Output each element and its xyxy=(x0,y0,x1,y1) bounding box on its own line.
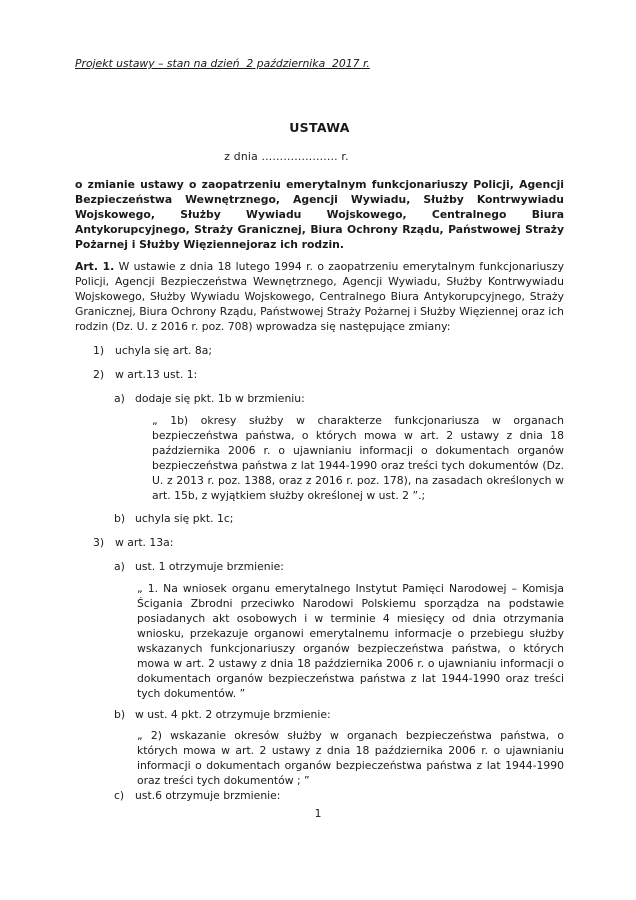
quoted-provision-pkt-2: „ 2) wskazanie okresów służby w organach bezpieczeństwa państwa, o których mowa w art. 2 ustawy z dnia 18 października 2006 r. o ujawnianiu informacji o dokumentach organów bezpieczeństwa państwa z lat 1944-1990 oraz treści tych dokumentów ; ” xyxy=(137,729,564,787)
amendment-item-2a xyxy=(114,391,564,406)
amendment-item-3c xyxy=(114,788,564,803)
item-1-marker: 1) xyxy=(93,344,105,357)
article-1-text: W ustawie z dnia 18 lutego 1994 r. o zaopatrzeniu emerytalnym funkcjonariuszy Policji, Agencji Bezpieczeństwa Wewnętrznego, Agencji Wywiadu, Służby Kontrwywiadu Wojskowego, Służby Wywiadu Wojskowego, Centralnego Biura Antykorupcyjnego, Straży Granicznej, Biura Ochrony Rządu, Państwowej Straży Pożarnej i Służby Więziennej oraz ich rodzin (Dz. U. z 2016 r. poz. 708) wprowadza się następujące zmiany: xyxy=(75,260,564,333)
quoted-provision-pkt-1b: „ 1b) okresy służby w charakterze funkcjonariusza w organach bezpieczeństwa państwa, o których mowa w art. 2 ustawy z dnia 18 października 2006 r. o ujawnianiu informacji o dokumentach organów bezpieczeństwa państwa z lat 1944-1990 oraz treści tych dokumentów (Dz. U. z 2013 r. poz. 1388, oraz z 2016 r. poz. 178), na zasadach określonych w art. 15b, z wyjątkiem służby określonej w ust. 2 ”.; xyxy=(152,414,564,502)
page-number: 1 xyxy=(314,807,322,820)
item-3c-marker: c) xyxy=(114,789,125,802)
item-3a-text: ust. 1 otrzymuje brzmienie: xyxy=(135,560,284,573)
amendment-item-1 xyxy=(93,343,564,358)
header-note: Projekt ustawy – stan na dzień 2 października 2017 r. xyxy=(75,57,370,70)
amendment-item-3b xyxy=(114,707,564,722)
document-title: USTAWA xyxy=(289,120,350,135)
article-1-paragraph xyxy=(75,259,564,334)
quoted-provision-ust-1: „ 1. Na wniosek organu emerytalnego Instytut Pamięci Narodowej – Komisja Ścigania Zbrodni przeciwko Narodowi Polskiemu sporządza na podstawie posiadanych akt osobowych i w terminie 4 miesięcy od dnia otrzymania wniosku, przekazuje organowi emerytalnemu informacje o przebiegu służby wskazanych funkcjonariuszy organów bezpieczeństwa państwa, o których mowa w art. 2 ustawy z dnia 18 października 2006 r. o ujawnianiu informacji o dokumentach organów bezpieczeństwa państwa z lat 1944-1990 oraz treści tych dokumentów. ” xyxy=(137,582,564,700)
article-1-label: Art. 1. xyxy=(75,260,115,273)
item-2a-text: dodaje się pkt. 1b w brzmieniu: xyxy=(135,392,305,405)
amendment-item-2 xyxy=(93,367,564,382)
item-2b-text: uchyla się pkt. 1c; xyxy=(135,512,234,525)
item-2-marker: 2) xyxy=(93,368,105,381)
item-3b-text: w ust. 4 pkt. 2 otrzymuje brzmienie: xyxy=(135,708,331,721)
amendment-item-2b xyxy=(114,511,564,526)
item-3-text: w art. 13a: xyxy=(115,536,174,549)
item-2a-marker: a) xyxy=(114,392,125,405)
date-line: z dnia ..................... r. xyxy=(224,150,349,163)
amendment-item-3a xyxy=(114,559,564,574)
item-3-marker: 3) xyxy=(93,536,105,549)
item-1-text: uchyla się art. 8a; xyxy=(115,344,213,357)
item-2-text: w art.13 ust. 1: xyxy=(115,368,198,381)
item-3a-marker: a) xyxy=(114,560,125,573)
amendment-item-3 xyxy=(93,535,564,550)
item-2b-marker: b) xyxy=(114,512,126,525)
item-3c-text: ust.6 otrzymuje brzmienie: xyxy=(135,789,281,802)
subject-clause: o zmianie ustawy o zaopatrzeniu emerytalnym funkcjonariuszy Policji, Agencji Bezpieczeństwa Wewnętrznego, Agencji Wywiadu, Służby Kontrwywiadu Wojskowego, Służby Wywiadu Wojskowego, Centralnego Biura Antykorupcyjnego, Straży Granicznej, Biura Ochrony Rządu, Państwowej Straży Pożarnej i Służby Więziennejoraz ich rodzin. xyxy=(75,178,564,251)
item-3b-marker: b) xyxy=(114,708,126,721)
